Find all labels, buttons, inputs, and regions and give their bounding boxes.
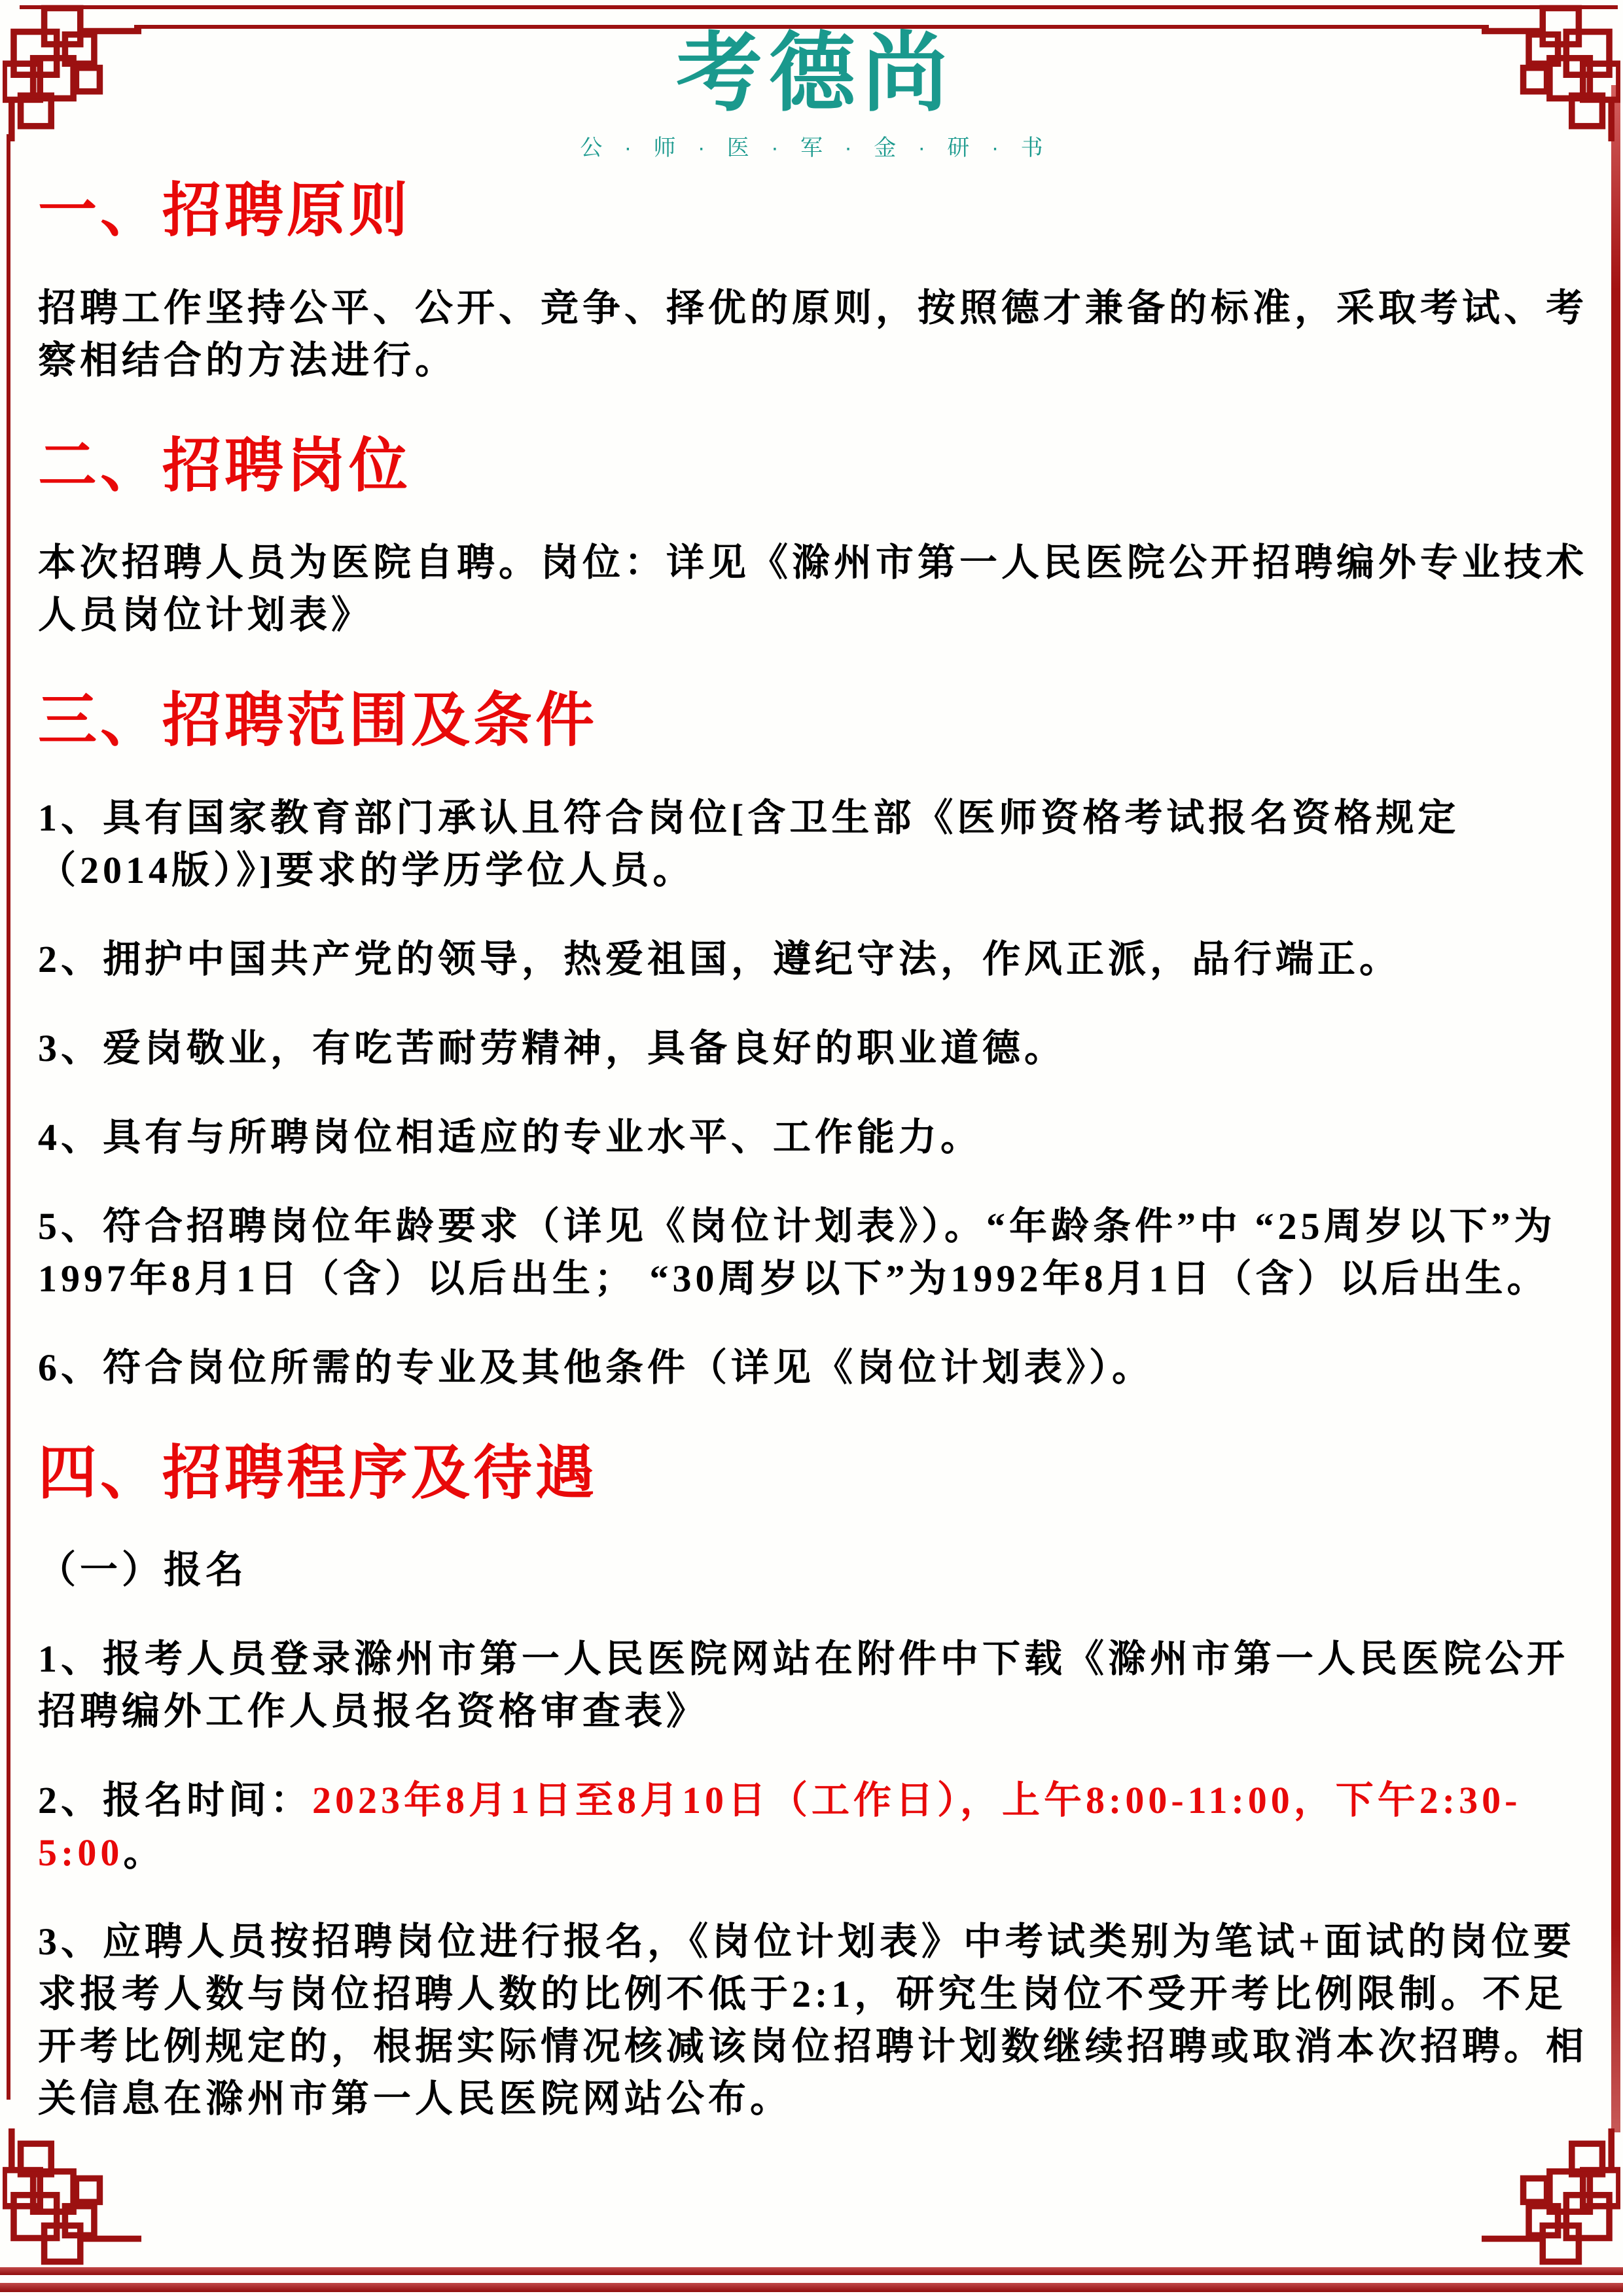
registration-time-highlight: 2023年8月1日至8月10日（工作日），上午8:00-11:00，下午2:30-5:00 (38, 1779, 1522, 1874)
section-4-heading: 四、招聘程序及待遇 (38, 1441, 597, 1506)
section-3-item-3: 3、爱岗敬业，有吃苦耐劳精神，具备良好的职业道德。 (38, 1026, 1067, 1069)
border-bottom-band-lower (0, 2283, 1623, 2292)
registration-time-period: 。 (123, 1831, 166, 1874)
section-3-heading: 三、招聘范围及条件 (38, 689, 597, 753)
knot-corner-icon-bottom-right (1482, 2128, 1620, 2267)
border-bottom-band-upper (0, 2267, 1623, 2275)
section-4-item-3: 3、应聘人员按招聘岗位进行报名，《岗位计划表》中考试类别为笔试+面试的岗位要求报考人数与岗位招聘人数的比例不低于2:1，研究生岗位不受开考比例限制。不足开考比例规定的，根据实际情况核减该岗位招聘计划数继续招聘或取消本次招聘。相关信息在滁州市第一人民医院网站公布。 (38, 1920, 1588, 2120)
border-left-line (7, 134, 10, 2100)
section-3-item-6: 6、符合岗位所需的专业及其他条件（详见《岗位计划表》）。 (38, 1346, 1154, 1389)
registration-time-label: 2、报名时间： (38, 1779, 313, 1821)
section-3-item-4: 4、具有与所聘岗位相适应的专业水平、工作能力。 (38, 1115, 983, 1158)
section-2-heading: 二、招聘岗位 (38, 433, 411, 499)
border-right-band (1611, 85, 1620, 2132)
knot-corner-icon-bottom-left (3, 2128, 141, 2267)
section-4-item-2 (38, 1774, 1593, 1879)
section-4-subheading: （一）报名 (38, 1549, 248, 1591)
section-2-paragraph: 本次招聘人员为医院自聘。岗位：详见《滁州市第一人民医院公开招聘编外专业技术人员岗位计划表》 (38, 541, 1588, 636)
section-3-item-5: 5、符合招聘岗位年龄要求（详见《岗位计划表》）。“年龄条件”中 “25周岁以下”为1997年8月1日（含）以后出生； “30周岁以下”为1992年8月1日（含）以后出生。 (38, 1204, 1556, 1300)
section-1-heading: 一、招聘原则 (38, 179, 411, 243)
section-3-item-1: 1、具有国家教育部门承认且符合岗位[含卫生部《医师资格考试报名资格规定（2014版）》]要求的学历学位人员。 (38, 796, 1460, 891)
document-content (38, 0, 1593, 2125)
brand-logo (38, 25, 1593, 162)
brand-logo-title: 考德尚 (676, 25, 955, 121)
brand-logo-subtitle: 公 · 师 · 医 · 军 · 金 · 研 · 书 (580, 135, 1051, 160)
section-4-item-1: 1、报考人员登录滁州市第一人民医院网站在附件中下载《滁州市第一人民医院公开招聘编外工作人员报名资格审查表》 (38, 1638, 1569, 1732)
section-3-item-2: 2、拥护中国共产党的领导，热爱祖国，遵纪守法，作风正派，品行端正。 (38, 937, 1402, 980)
section-1-paragraph: 招聘工作坚持公平、公开、竞争、择优的原则，按照德才兼备的标准，采取考试、考察相结合的方法进行。 (38, 286, 1588, 382)
